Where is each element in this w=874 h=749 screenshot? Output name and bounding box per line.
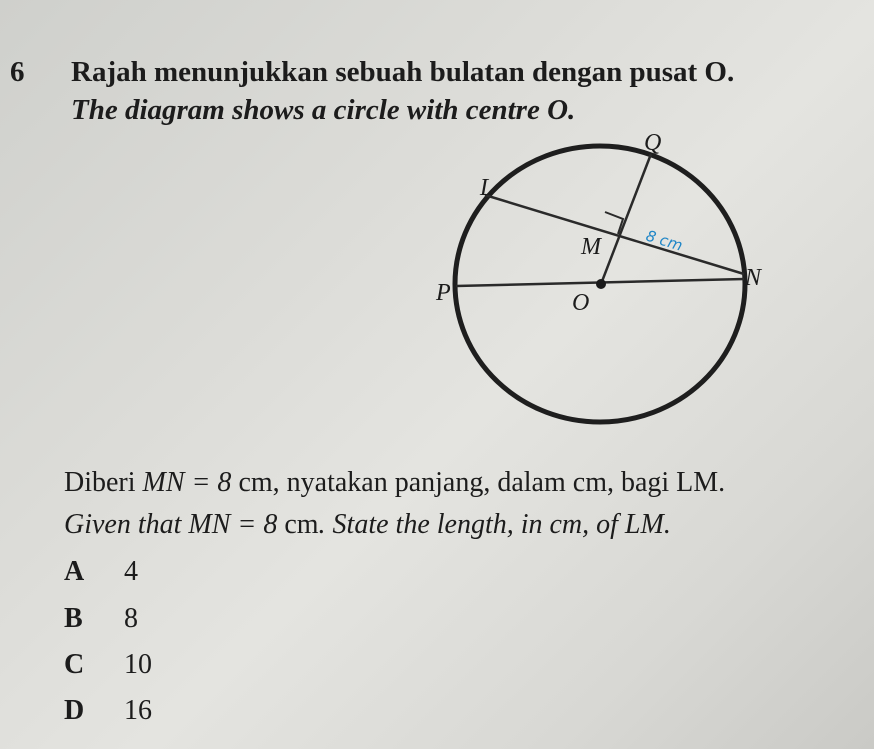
given-ms-expression: MN = 8 — [142, 467, 232, 498]
given-ms-unit: cm — [238, 467, 273, 498]
option-b-letter[interactable]: B — [64, 603, 83, 634]
question-text-malay: Rajah menunjukkan sebuah bulatan dengan pusat O. — [71, 56, 735, 88]
given-ms-prefix: Diberi — [64, 467, 136, 498]
centre-dot — [596, 279, 606, 289]
option-d-value[interactable]: 16 — [124, 695, 152, 726]
label-N: N — [745, 265, 762, 291]
radius-OQ — [601, 154, 651, 284]
given-en-expression: MN = 8 — [188, 509, 278, 540]
handwritten-8cm: 8 cm — [643, 226, 685, 255]
label-M: M — [581, 234, 601, 260]
label-P: P — [436, 280, 451, 306]
option-b-value[interactable]: 8 — [124, 603, 138, 634]
question-number: 6 — [10, 56, 25, 88]
given-en-prefix: Given that — [64, 509, 182, 540]
given-en-suffix: . State the length, in cm, of LM. — [318, 509, 671, 540]
chord-LN — [485, 195, 744, 274]
option-a-value[interactable]: 4 — [124, 556, 138, 587]
given-text-english — [64, 509, 671, 541]
label-L: L — [480, 175, 494, 201]
option-c-letter[interactable]: C — [64, 649, 85, 680]
option-a-letter[interactable]: A — [64, 556, 85, 587]
label-O: O — [572, 290, 590, 316]
question-text-english: The diagram shows a circle with centre O. — [71, 94, 576, 126]
given-en-unit: cm — [284, 509, 319, 540]
label-Q: Q — [644, 130, 662, 156]
given-ms-suffix: , nyatakan panjang, dalam cm, bagi LM. — [272, 467, 726, 498]
option-c-value[interactable]: 10 — [124, 649, 152, 680]
given-text-malay — [64, 467, 725, 499]
option-d-letter[interactable]: D — [64, 695, 85, 726]
